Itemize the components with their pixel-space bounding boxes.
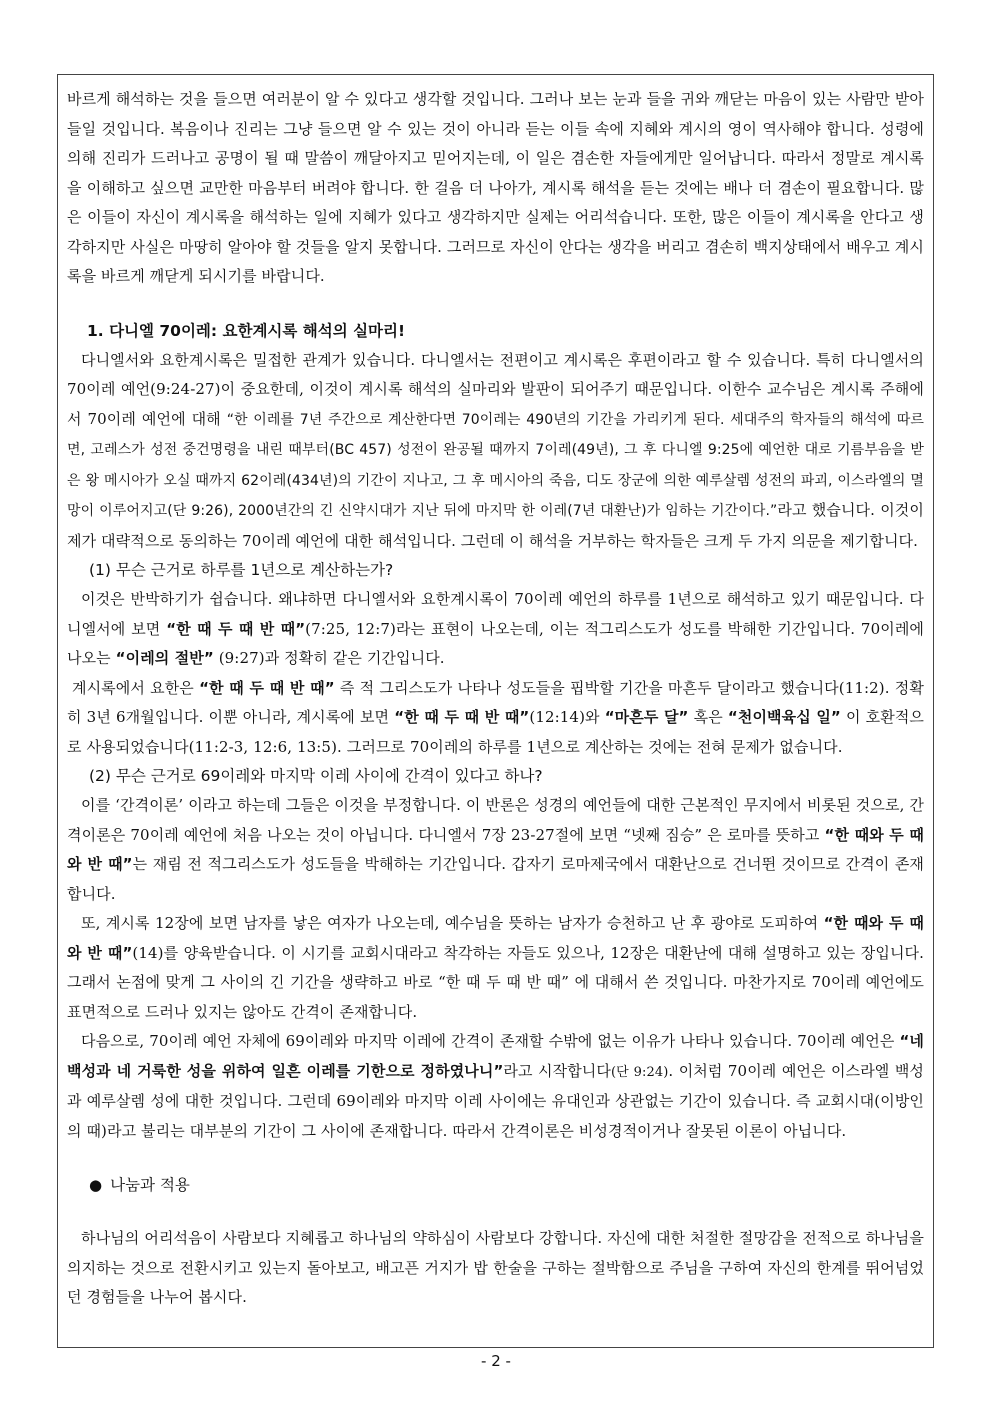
sub1-paragraph-1 bbox=[67, 585, 924, 674]
sub2-paragraph-3 bbox=[67, 1027, 924, 1146]
text-run: (9:27)과 정확히 같은 기간입니다. bbox=[213, 649, 445, 667]
section-heading: 1. 다니엘 70이레: 요한계시록 해석의 실마리! bbox=[87, 321, 406, 340]
quote-run: , 2000년간의 긴 신약시대가 지난 뒤에 마지막 한 이레 bbox=[228, 503, 568, 519]
subsection-heading-2: (2) 무슨 근거로 69이레와 마지막 이레 사이에 간격이 있다고 하나? bbox=[89, 767, 543, 785]
page-number: - 2 - bbox=[481, 1352, 511, 1370]
text-run: 라고 했습니다. 이것이 제가 대략적으로 동의하는 70이레 예언에 대한 해석입니다. 그런데 이 해석을 거부하는 학자들은 크게 두 가지 의문을 제기합니다. bbox=[67, 501, 924, 550]
bullet-icon: ● bbox=[89, 1176, 103, 1194]
quote-run: “한 이레를 7년 주간으로 계산한다면 70이레는 490년의 기간을 가리키게 된다. 세대주의 학자들의 해석에 따르면, 고레스가 성전 중건명령을 내린 때부터 bbox=[67, 411, 925, 458]
small-ref: (단 9:24) bbox=[611, 1064, 669, 1080]
text-run: 다니엘서와 요한계시록은 밀접한 관계가 있습니다. 다니엘서는 전편이고 계시록은 후편이라고 할 수 있습니다. 특히 다니엘서의 70이레 예언(9:24-27)이 중요한데, 이것이 계시록 해석의 실마리와 발판이 되어주기 때문입니다. 이한수 교수님은 계시록 주해에서 70이레 예언에 대해 bbox=[67, 350, 924, 428]
bold-quote: “네 백성과 네 거룩한 성을 위하여 일흔 이레를 기한으로 정하였나니” bbox=[67, 1032, 924, 1080]
sub2-paragraph-2 bbox=[67, 909, 924, 1027]
spacer bbox=[67, 292, 924, 316]
text-run: 는 재림 전 적그리스도가 성도들을 박해하는 기간입니다. 갑자기 로마제국에서 대환난으로 건너뛴 것이므로 간격이 존재합니다. bbox=[67, 855, 924, 903]
text-run: 또, 계시록 12장에 보면 남자를 낳은 여자가 나오는데, 예수님을 뜻하는 남자가 승천하고 난 후 광야로 도피하여 bbox=[81, 914, 824, 932]
bold-quote: “한 때 두 때 반 때” bbox=[199, 678, 335, 697]
sub1-paragraph-2 bbox=[67, 674, 924, 763]
bold-quote: “한 때와 두 때와 반 때” bbox=[67, 914, 924, 962]
text-run: 즉 적 그리스도가 나타나 성도들을 핍박할 기간을 마흔두 달이라고 했습니다(11:2). 정확히 3년 6개월입니다. 이뿐 아니라, 계시록에 보면 bbox=[67, 678, 924, 726]
bold-quote: “한 때 두 때 반 때” bbox=[394, 708, 530, 726]
spacer bbox=[67, 1200, 924, 1224]
bold-quote: “한 때 두 때 반 때” bbox=[166, 619, 306, 638]
text-run: 혹은 bbox=[688, 708, 728, 726]
quote-run: 가 임하는 기간이다.” bbox=[646, 503, 778, 519]
text-run: 라고 시작합니다 bbox=[503, 1061, 611, 1080]
sharing-heading bbox=[67, 1170, 924, 1200]
section1-paragraph bbox=[67, 346, 924, 557]
quote-small: (단 9:26) bbox=[167, 503, 229, 519]
sharing-paragraph: 하나님의 어리석음이 사람보다 지혜롭고 하나님의 약하심이 사람보다 강합니다. 자신에 대한 처절한 절망감을 전적으로 하나님을 의지하는 것으로 전환시키고 있는지 돌아보고, 배고픈 거지가 밥 한술을 구하는 절박함으로 주님을 구하여 자신의 한계를 뛰어넘었던 경험들을 나누어 봅시다. bbox=[67, 1229, 924, 1306]
content-box bbox=[57, 74, 934, 1348]
quote-run: 성전이 완공될 때까지 7이레 bbox=[391, 442, 572, 458]
spacer bbox=[67, 1146, 924, 1170]
quote-small: (434년) bbox=[286, 472, 339, 489]
text-run: 이를 ‘간격이론’ 이라고 하는데 그들은 이것을 부정합니다. 이 반론은 성경의 예언들에 대한 근본적인 무지에서 비롯된 것으로, 간격이론은 70이레 예언에 처음 나오는 것이 아닙니다. 다니엘서 7장 23-27절에 보면 “넷째 짐승” 은 로마를 뜻하고 bbox=[67, 796, 924, 844]
text-run: (7:25, 12:7)라는 표현이 나오는데, 이는 적그리스도가 성도를 박해한 기간입니다. 70이레에 나오는 bbox=[67, 619, 924, 667]
text-run: 다음으로, 70이레 예언 자체에 69이레와 마지막 이레에 간격이 존재할 수밖에 없는 이유가 나타나 있습니다. 70이레 예언은 bbox=[81, 1032, 900, 1050]
text-run: (12:14)와 bbox=[529, 708, 605, 726]
text-run: 이 호환적으로 사용되었습니다(11:2-3, 12:6, 13:5). 그러므로 70이레의 하루를 1년으로 계산하는 것에는 전혀 문제가 없습니다. bbox=[67, 708, 925, 756]
sharing-heading-text: 나눔과 적용 bbox=[110, 1176, 190, 1194]
subsection-heading-1: (1) 무슨 근거로 하루를 1년으로 계산하는가? bbox=[89, 561, 394, 579]
bold-quote: “한 때와 두 때와 반 때” bbox=[67, 825, 924, 873]
text-run: 계시록에서 요한은 bbox=[72, 678, 200, 697]
bold-quote: “천이백육십 일” bbox=[727, 708, 841, 726]
quote-small: (49년) bbox=[571, 442, 615, 458]
quote-small: (7년 대환난) bbox=[567, 503, 647, 519]
bold-quote: “이레의 절반” bbox=[115, 649, 214, 667]
text-run: (14)를 양육받습니다. 이 시기를 교회시대라고 착각하는 자들도 있으나, 12장은 대환난에 대해 설명하고 있는 장입니다. 그래서 논점에 맞게 그 사이의 긴 기간을 생략하고 바로 “한 때 두 때 반 때” 에 대해서 쓴 것입니다. 마찬가지로 70이레 예언에도 표면적으로 드러나 있지는 않아도 간격이 존재합니다. bbox=[67, 943, 925, 1021]
text-run: . 이처럼 70이레 예언은 이스라엘 백성과 예루살렘 성에 대한 것입니다. 그런데 69이레와 마지막 이레 사이에는 유대인과 상관없는 기간이 있습니다. 즉 교회시대(이방인의 때)라고 불리는 대부분의 기간이 그 사이에 존재합니다. 따라서 간격이론은 비성경적이거나 잘못된 이론이 아닙니다. bbox=[67, 1061, 925, 1140]
quote-run: , 그 후 다니엘 9:25에 예언한 대로 기름부음을 받은 왕 메시아가 오실 때까지 62이레 bbox=[67, 442, 924, 489]
intro-paragraph: 바르게 해석하는 것을 들으면 여러분이 알 수 있다고 생각할 것입니다. 그러나 보는 눈과 들을 귀와 깨닫는 마음이 있는 사람만 받아들일 것입니다. 복음이나 진리는 그냥 들으면 알 수 있는 것이 아니라 듣는 이들 속에 지혜와 계시의 영이 역사해야 합니다. 성령에 의해 진리가 드러나고 공명이 될 때 말씀이 깨달아지고 믿어지는데, 이 일은 겸손한 자들에게만 일어납니다. 따라서 정말로 계시록을 이해하고 싶으면 교만한 마음부터 버려야 합니다. 한 걸음 더 나아가, 계시록 해석을 듣는 것에는 배나 더 겸손이 필요합니다. 많은 이들이 자신이 계시록을 해석하는 일에 지혜가 있다고 생각하지만 실제는 어리석습니다. 또한, 많은 이들이 계시록을 안다고 생각하지만 사실은 마땅히 알아야 할 것들을 알지 못합니다. 그러므로 자신이 안다는 생각을 버리고 겸손히 백지상태에서 배우고 계시록을 바르게 깨닫게 되시기를 바랍니다. bbox=[67, 90, 924, 285]
bold-quote: “마흔두 달” bbox=[604, 708, 689, 726]
quote-run: 의 기간이 지나고, 그 후 메시아의 죽음, 디도 장군에 의한 예루살렘 성전의 파괴, 이스라엘의 멸망이 이루어지고 bbox=[67, 472, 924, 519]
text-run: 이것은 반박하기가 쉽습니다. 왜냐하면 다니엘서와 요한계시록이 70이레 예언의 하루를 1년으로 해석하고 있기 때문입니다. 다니엘서에 보면 bbox=[67, 590, 924, 638]
quote-small: (BC 457) bbox=[329, 442, 392, 458]
sub2-paragraph-1 bbox=[67, 791, 924, 909]
